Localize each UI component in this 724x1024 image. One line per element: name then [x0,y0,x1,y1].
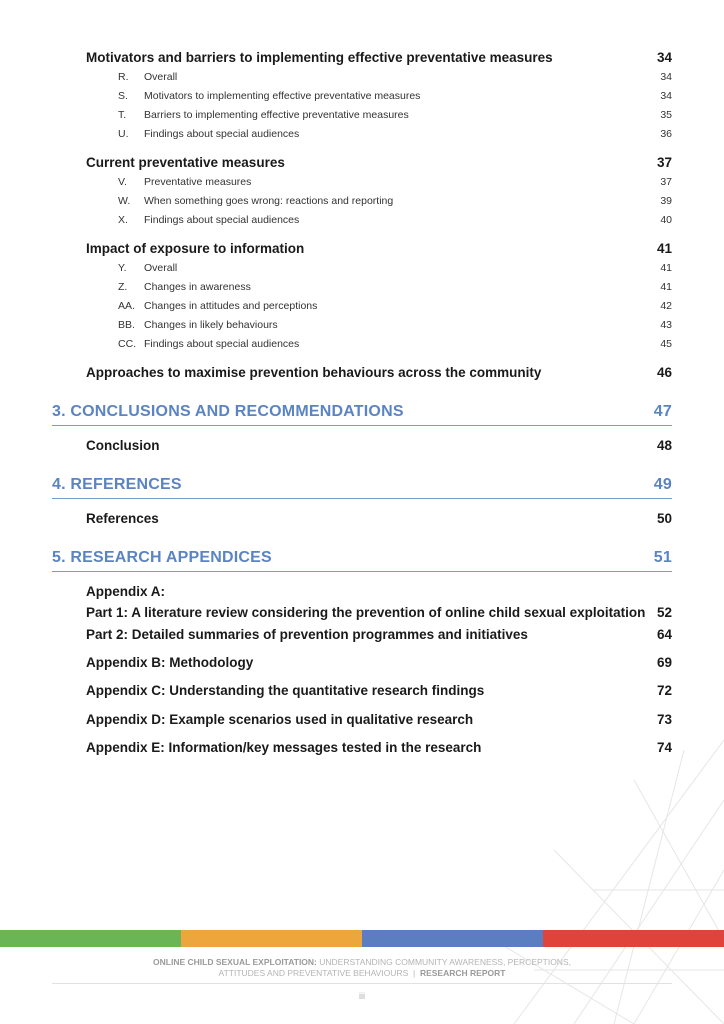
toc-subentry-label: Changes in likely behaviours [144,319,278,331]
toc-entry-appendix-a[interactable]: Appendix A: [86,584,165,599]
toc-entry-appendix-c[interactable] [86,683,672,698]
toc-subentry-label: When something goes wrong: reactions and reporting [144,195,394,207]
toc-entry-page: 46 [656,365,672,380]
toc-entry-title: References [86,511,159,526]
toc-subentry-page: 42 [660,300,672,312]
toc-entry-title: Appendix D: Example scenarios used in qualitative research [86,712,474,727]
toc-subentry-letter: BB. [118,319,135,331]
toc-entry-title: Conclusion [86,438,160,453]
toc-subentry-page: 39 [660,195,672,207]
toc-subentry-letter: Y. [118,262,127,274]
toc-subentry-letter: U. [118,128,129,140]
toc-subentry[interactable] [118,262,672,274]
toc-subentry-page: 36 [660,128,672,140]
footer-color-bars [0,930,724,947]
toc-entry-page: 52 [656,605,672,620]
toc-subentry[interactable] [118,319,672,331]
toc-subentry[interactable] [118,109,672,121]
toc-entry-page: 41 [656,241,672,256]
toc-entry-part1[interactable] [86,605,672,620]
toc-entry-page: 72 [656,683,672,698]
toc-entry-page: 37 [656,155,672,170]
toc-subentry-letter: S. [118,90,128,102]
toc-chapter-title: 5. RESEARCH APPENDICES [52,549,272,566]
toc-entry-page: 50 [656,511,672,526]
toc-chapter-page: 51 [653,549,672,566]
toc-subentry-label: Changes in attitudes and perceptions [144,300,318,312]
toc-chapter-appendices[interactable] [52,549,672,567]
toc-subentry-letter: Z. [118,281,128,293]
toc-subentry-page: 37 [660,176,672,188]
toc-entry-title: Impact of exposure to information [86,241,305,256]
page-number: iii [359,991,365,1001]
chapter-divider [52,498,672,499]
decorative-line-pattern [494,740,724,1024]
toc-subentry-page: 34 [660,90,672,102]
toc-subentry[interactable] [118,176,672,188]
chapter-divider [52,425,672,426]
toc-subentry-letter: R. [118,71,129,83]
toc-entry-page: 73 [656,712,672,727]
toc-entry-page: 48 [656,438,672,453]
toc-entry-impact[interactable] [86,241,672,256]
toc-entry-page: 64 [656,627,672,642]
toc-entry-part2[interactable] [86,627,672,642]
toc-entry-conclusion[interactable] [86,438,672,453]
footer-subtitle-line2: ATTITUDES AND PREVENTATIVE BEHAVIOURS [218,968,409,978]
toc-subentry-page: 45 [660,338,672,350]
toc-subentry[interactable] [118,338,672,350]
toc-entry-page: 34 [656,50,672,65]
toc-subentry[interactable] [118,128,672,140]
toc-chapter-page: 47 [653,403,672,420]
color-bar-orange [181,930,362,947]
toc-entry-title: Part 1: A literature review considering the prevention of online child sexual exploitation [86,605,646,620]
toc-subentry-page: 34 [660,71,672,83]
toc-subentry[interactable] [118,71,672,83]
toc-entry-page: 69 [656,655,672,670]
toc-subentry-page: 41 [660,281,672,293]
running-footer [0,957,724,979]
footer-report-label: RESEARCH REPORT [419,968,506,978]
toc-subentry-letter: X. [118,214,128,226]
toc-subentry-page: 35 [660,109,672,121]
toc-entry-appendix-b[interactable] [86,655,672,670]
toc-subentry-letter: AA. [118,300,135,312]
toc-entry-approaches[interactable] [86,365,672,380]
toc-entry-title: Motivators and barriers to implementing effective preventative measures [86,50,553,65]
toc-subentry-label: Barriers to implementing effective preventative measures [144,109,409,121]
color-bar-blue [362,930,543,947]
toc-entry-title: Current preventative measures [86,155,285,170]
toc-subentry[interactable] [118,300,672,312]
toc-subentry-label: Overall [144,71,178,83]
toc-subentry-letter: V. [118,176,127,188]
toc-entry-title: Appendix B: Methodology [86,655,254,670]
footer-report-title: ONLINE CHILD SEXUAL EXPLOITATION: [153,957,317,967]
toc-subentry-page: 40 [660,214,672,226]
toc-subentry-page: 43 [660,319,672,331]
footer-divider [52,983,672,984]
toc-entry-references[interactable] [86,511,672,526]
toc-chapter-title: 3. CONCLUSIONS AND RECOMMENDATIONS [52,403,404,420]
toc-chapter-page: 49 [653,476,672,493]
toc-subentry[interactable] [118,195,672,207]
toc-entry-appendix-e[interactable] [86,740,672,755]
color-bar-red [543,930,724,947]
toc-subentry-letter: W. [118,195,131,207]
toc-subentry[interactable] [118,214,672,226]
toc-subentry-label: Findings about special audiences [144,214,300,226]
toc-entry-appendix-d[interactable] [86,712,672,727]
toc-subentry-page: 41 [660,262,672,274]
toc-entry-motivators[interactable] [86,50,672,65]
toc-entry-title: Part 2: Detailed summaries of prevention programmes and initiatives [86,627,528,642]
toc-subentry-label: Findings about special audiences [144,128,300,140]
toc-subentry-letter: T. [118,109,127,121]
toc-subentry-label: Changes in awareness [144,281,251,293]
toc-subentry-label: Preventative measures [144,176,252,188]
toc-subentry[interactable] [118,90,672,102]
toc-chapter-title: 4. REFERENCES [52,476,182,493]
toc-entry-title: Appendix C: Understanding the quantitative research findings [86,683,485,698]
footer-subtitle-line1: UNDERSTANDING COMMUNITY AWARENESS, PERCEPTIONS, [316,957,571,967]
toc-entry-title: Appendix E: Information/key messages tested in the research [86,740,482,755]
toc-entry-page: 74 [656,740,672,755]
toc-subentry-letter: CC. [118,338,137,350]
toc-chapter-references[interactable] [52,476,672,494]
toc-subentry[interactable] [118,281,672,293]
toc-chapter-conclusions[interactable] [52,403,672,421]
footer-separator: | [413,968,416,978]
toc-entry-current-measures[interactable] [86,155,672,170]
color-bar-green [0,930,181,947]
toc-subentry-label: Findings about special audiences [144,338,300,350]
toc-entry-title: Approaches to maximise prevention behaviours across the community [86,365,542,380]
chapter-divider [52,571,672,572]
toc-subentry-label: Motivators to implementing effective preventative measures [144,90,421,102]
toc-subentry-label: Overall [144,262,178,274]
